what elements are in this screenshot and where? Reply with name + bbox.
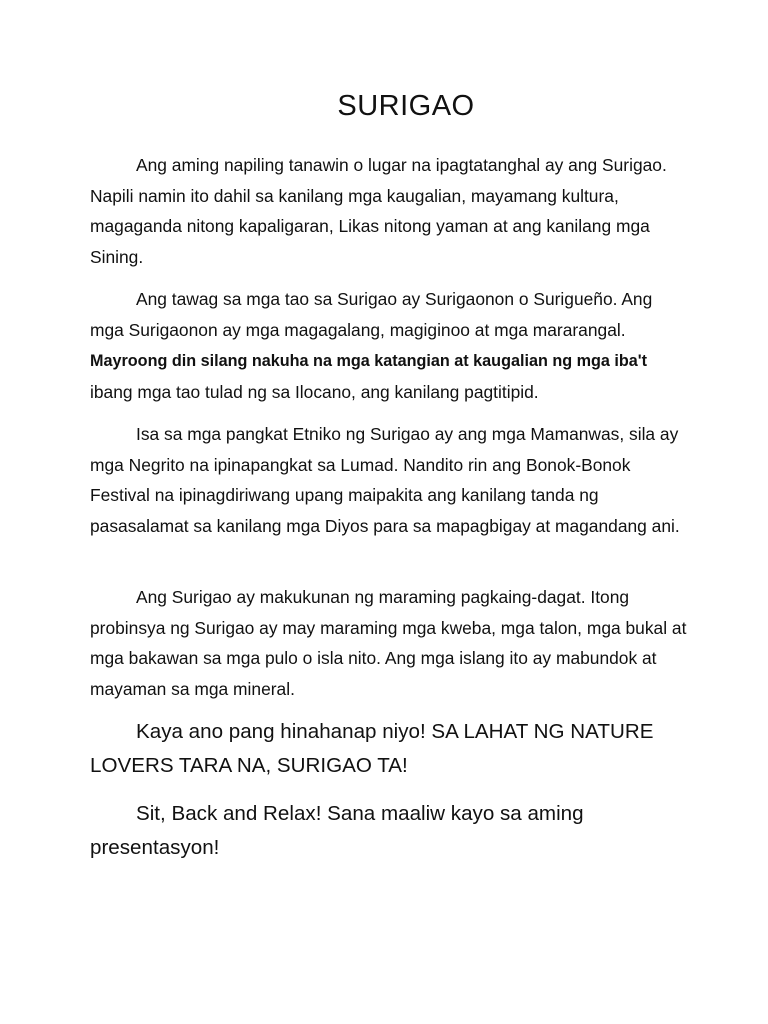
paragraph-intro [90, 150, 690, 272]
paragraph-intro-text: Ang aming napiling tanawin o lugar na ipagtatanghal ay ang Surigao. Napili namin ito dahil sa kanilang mga kaugalian, mayamang kultura, magaganda nitong kapaligaran, Likas nitong yaman at ang kanilang mga Sining. [90, 155, 667, 267]
paragraph-people [90, 284, 690, 407]
paragraph-closing [90, 797, 690, 865]
document-title: SURIGAO [337, 90, 475, 122]
paragraph-closing-text: Sit, Back and Relax! Sana maaliw kayo sa aming presentasyon! [90, 802, 584, 859]
paragraph-nature [90, 582, 690, 704]
paragraph-ethnic-groups [90, 419, 690, 541]
paragraph-invitation [90, 715, 690, 783]
paragraph-nature-text: Ang Surigao ay makukunan ng maraming pagkaing-dagat. Itong probinsya ng Surigao ay may maraming mga kweba, mga talon, mga bukal at mga bakawan sa mga pulo o isla nito. Ang mga islang ito ay mabundok at mayaman sa mga mineral. [90, 587, 687, 699]
paragraph-people-bold-text: Mayroong din silang nakuha na mga katangian at kaugalian ng mga iba't [90, 352, 648, 370]
paragraph-invitation-text: Kaya ano pang hinahanap niyo! SA LAHAT NG NATURE LOVERS TARA NA, SURIGAO TA! [90, 720, 654, 777]
paragraph-people-text-start: Ang tawag sa mga tao sa Surigao ay Surigaonon o Surigueño. Ang mga Surigaonon ay mga magagalang, magiginoo at mga mararangal. [90, 289, 653, 340]
paragraph-ethnic-groups-text: Isa sa mga pangkat Etniko ng Surigao ay ang mga Mamanwas, sila ay mga Negrito na ipinapangkat sa Lumad. Nandito rin ang Bonok-Bonok Festival na ipinagdiriwang upang maipakita ang kanilang tanda ng pasasalamat sa kanilang mga Diyos para sa mapagbigay at magandang ani. [90, 424, 680, 536]
paragraph-people-text-end: ibang mga tao tulad ng sa Ilocano, ang kanilang pagtitipid. [90, 381, 539, 402]
